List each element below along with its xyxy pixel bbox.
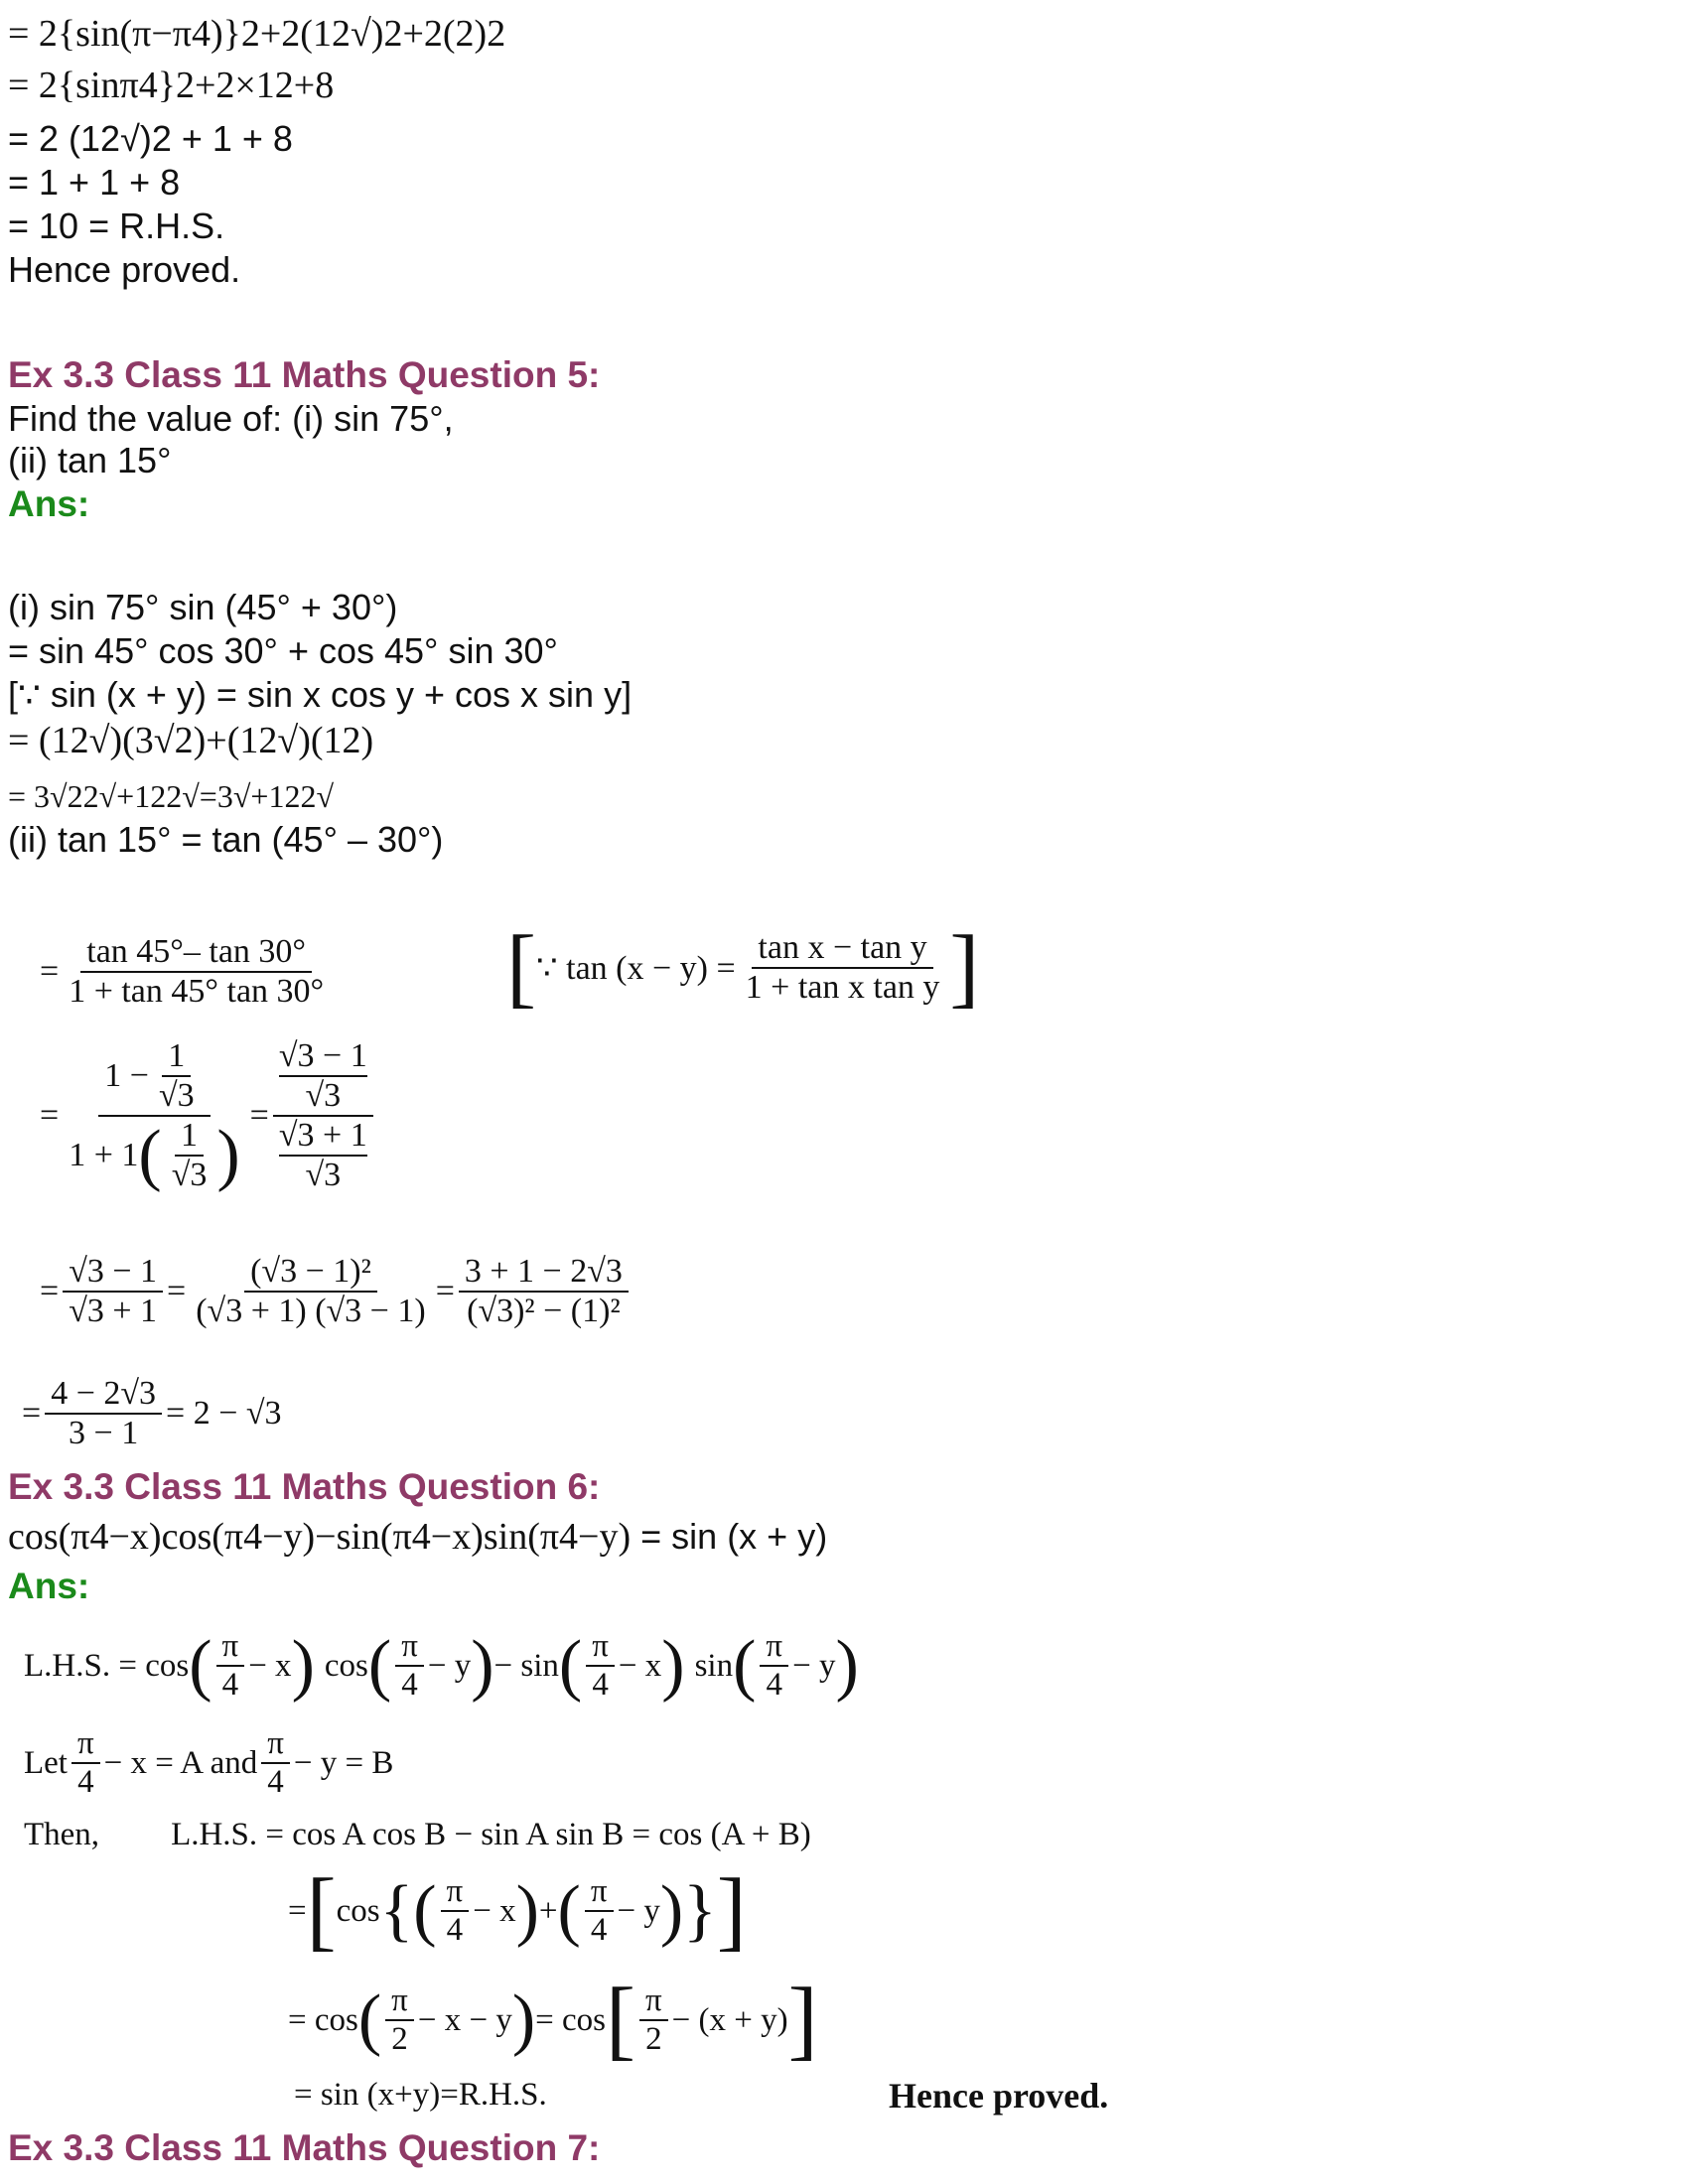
pi: π: [586, 1628, 615, 1667]
minus-y: − y: [617, 1892, 660, 1929]
q6-let-line: [24, 1725, 393, 1801]
let-end: − y = B: [293, 1744, 394, 1781]
fraction-b-numerator: (√3 − 1)²: [244, 1253, 377, 1293]
left-paren: (: [558, 1627, 583, 1704]
compound-denominator: [63, 1117, 245, 1194]
fraction-a: [63, 1253, 163, 1330]
question-5-prompt-line-1: Find the value of: (i) sin 75°,: [8, 398, 454, 439]
right-denominator: [273, 1117, 373, 1194]
q6-hence-proved: Hence proved.: [889, 2076, 1109, 2116]
pi: π: [441, 1873, 470, 1912]
minus-y: − y: [427, 1647, 472, 1684]
sin: sin: [694, 1647, 734, 1684]
minus-sin: − sin: [493, 1647, 559, 1684]
left-paren: (: [557, 1872, 581, 1949]
q6-cos-half-pi-line: [288, 1971, 818, 2069]
then-expression: L.H.S. = cos A cos B − sin A sin B = cos (A + B): [171, 1817, 811, 1852]
fraction-b: [190, 1253, 431, 1330]
pi-over-4: [760, 1628, 788, 1704]
equals-sign: =: [167, 1273, 187, 1309]
fraction-tan-difference: [63, 933, 330, 1011]
fraction-a-numerator: √3 − 1: [63, 1253, 163, 1293]
left-bracket: [: [506, 918, 536, 1017]
equation-tan15-step-2: [40, 1037, 377, 1194]
pi-over-4: [216, 1628, 245, 1704]
two: 2: [391, 2021, 408, 2057]
four: 4: [446, 1912, 464, 1948]
pi: π: [216, 1628, 245, 1667]
root3: √3: [305, 1077, 342, 1114]
four: 4: [592, 1667, 609, 1703]
denominator-root3: √3: [158, 1077, 195, 1114]
identity-denominator: 1 + tan x tan y: [745, 969, 940, 1006]
pi-over-4: [441, 1873, 470, 1949]
final-result: = sin (x+y)=R.H.S.: [294, 2077, 547, 2113]
compound-fraction-right: [273, 1037, 373, 1194]
compound-fraction: [63, 1037, 245, 1194]
identity-lhs: ∵ tan (x − y) =: [535, 950, 736, 987]
right-brace: )}: [659, 1872, 717, 1949]
fraction-numerator: tan 45°– tan 30°: [80, 933, 312, 973]
question-5-heading: Ex 3.3 Class 11 Maths Question 5:: [8, 354, 601, 395]
statement-rest: = sin (x + y): [631, 1516, 828, 1557]
plus-sign: +: [538, 1892, 558, 1929]
right-paren: ): [216, 1117, 240, 1193]
pi: π: [261, 1725, 290, 1764]
q6-lhs-expression: [24, 1628, 859, 1704]
identity-numerator: tan x − tan y: [752, 929, 932, 969]
root3-minus-1: √3 − 1: [279, 1037, 367, 1077]
four: 4: [77, 1764, 94, 1800]
continuation-line-5: = 10 = R.H.S.: [8, 205, 225, 246]
left-paren: (: [367, 1627, 392, 1704]
right-numerator: [273, 1037, 373, 1117]
four: 4: [401, 1667, 418, 1703]
right-bracket: ]: [716, 1861, 747, 1960]
q6-cos-sum-line: [288, 1861, 747, 1960]
right-paren: ): [471, 1627, 494, 1704]
equation-tan15-step-4: [22, 1375, 282, 1452]
lhs-label: L.H.S. = cos: [24, 1647, 190, 1684]
question-6-heading: Ex 3.3 Class 11 Maths Question 6:: [8, 1466, 601, 1507]
continuation-line-2: = 2{sinπ4}2+2×12+8: [8, 65, 335, 106]
cos: cos: [336, 1892, 380, 1929]
q5-solution-line-2: = sin 45° cos 30° + cos 45° sin 30°: [8, 630, 558, 671]
two: 2: [645, 2021, 662, 2057]
question-5-ans-label: Ans:: [8, 483, 90, 524]
one-over-root3: [153, 1037, 201, 1115]
pi: π: [760, 1628, 788, 1667]
pi-over-4: [586, 1628, 615, 1704]
fraction-a-denominator: √3 + 1: [69, 1293, 158, 1329]
root3-plus-1: √3 + 1: [279, 1117, 367, 1157]
q5-solution-line-3: [∵ sin (x + y) = sin x cos y + cos x sin y]: [8, 674, 633, 715]
equals-sign: =: [40, 1097, 60, 1134]
continuation-line-3: = 2 (12√)2 + 1 + 8: [8, 118, 293, 159]
question-6-ans-label: Ans:: [8, 1566, 90, 1606]
right-paren: ): [515, 1872, 539, 1949]
equals-sign: =: [22, 1395, 42, 1432]
left-bracket: [: [306, 1861, 337, 1960]
minus-x: − x: [618, 1647, 662, 1684]
equation-tan15-step-1: [40, 933, 334, 1011]
four: 4: [590, 1912, 608, 1948]
compound-numerator: [98, 1037, 210, 1117]
minus-y: − y: [792, 1647, 836, 1684]
minus-x-minus-y: − x − y: [417, 2001, 512, 2038]
right-paren: ): [661, 1627, 685, 1704]
pi-over-4: [71, 1725, 100, 1801]
one-minus: 1 −: [104, 1057, 149, 1094]
continuation-line-1: = 2{sin(π−π4)}2+2(12√)2+2(2)2: [8, 13, 506, 55]
pi-over-4: [585, 1873, 614, 1949]
fraction-final-numerator: 4 − 2√3: [45, 1375, 162, 1415]
left-brace: {(: [379, 1872, 437, 1949]
fraction-denominator: 1 + tan 45° tan 30°: [69, 973, 325, 1010]
minus-x: − x: [248, 1647, 292, 1684]
pi-over-4: [395, 1628, 424, 1704]
minus-x-plus-y: − (x + y): [671, 2001, 788, 2038]
equals-sign: =: [288, 1892, 307, 1929]
left-paren: (: [138, 1117, 162, 1193]
fraction-c: [459, 1253, 629, 1330]
pi: π: [71, 1725, 100, 1764]
four: 4: [766, 1667, 782, 1703]
equals-cos: = cos: [535, 2001, 606, 2038]
right-bracket: ]: [949, 918, 980, 1017]
equals-cos: = cos: [288, 2001, 358, 2038]
one-over-root3-paren: [166, 1117, 213, 1194]
identity-fraction: [740, 929, 946, 1007]
pi: π: [639, 1982, 668, 2021]
q5-solution-line-4: = (12√)(3√2)+(12√)(12): [8, 720, 374, 761]
equals-sign: =: [40, 953, 60, 990]
denominator-root3: √3: [171, 1157, 208, 1193]
four: 4: [267, 1764, 284, 1800]
fraction-c-numerator: 3 + 1 − 2√3: [459, 1253, 629, 1293]
continuation-line-4: = 1 + 1 + 8: [8, 162, 181, 203]
fraction-final: [45, 1375, 162, 1452]
right-paren: ): [511, 1981, 536, 2058]
right-paren: ): [291, 1627, 315, 1704]
q6-then-line: [24, 1817, 811, 1853]
right-paren: ): [835, 1627, 859, 1704]
left-paren: (: [189, 1627, 212, 1704]
question-5-prompt-line-2: (ii) tan 15°: [8, 440, 172, 480]
pi-over-4: [261, 1725, 290, 1801]
pi: π: [385, 1982, 414, 2021]
numerator-one: 1: [162, 1037, 191, 1077]
four: 4: [221, 1667, 239, 1703]
fraction-c-denominator: (√3)² − (1)²: [467, 1293, 621, 1329]
cos: cos: [324, 1647, 368, 1684]
numerator-one: 1: [175, 1117, 204, 1157]
equals-sign: =: [435, 1273, 455, 1309]
then: Then,: [24, 1817, 100, 1852]
identity-tan-difference: [506, 918, 980, 1017]
fraction-b-denominator: (√3 + 1) (√3 − 1): [196, 1293, 426, 1329]
minus-x: − x: [473, 1892, 516, 1929]
root3: √3: [305, 1157, 342, 1193]
equation-tan15-step-3: [40, 1253, 633, 1330]
q5-solution-line-5: = 3√22√+122√=3√+122√: [8, 778, 334, 814]
q5-solution-line-6: (ii) tan 15° = tan (45° – 30°): [8, 819, 444, 860]
pi: π: [395, 1628, 424, 1667]
continuation-line-6: Hence proved.: [8, 249, 241, 290]
left-bracket: [: [606, 1971, 635, 2069]
left-paren: (: [357, 1981, 382, 2058]
let-mid: − x = A and: [103, 1744, 258, 1781]
q5-solution-line-1: (i) sin 75° sin (45° + 30°): [8, 587, 398, 627]
pi-over-2: [639, 1982, 668, 2058]
fraction-final-denominator: 3 − 1: [69, 1415, 139, 1451]
question-7-heading: Ex 3.3 Class 11 Maths Question 7:: [8, 2127, 601, 2168]
let: Let: [24, 1744, 68, 1781]
statement-math: cos(π4−x)cos(π4−y)−sin(π4−x)sin(π4−y): [8, 1516, 632, 1558]
left-paren: (: [733, 1627, 757, 1704]
question-6-statement: [8, 1515, 827, 1559]
pi: π: [585, 1873, 614, 1912]
pi-over-2: [385, 1982, 414, 2058]
final-result: = 2 − √3: [166, 1395, 282, 1432]
q6-final-line: [294, 2077, 547, 2114]
right-bracket: ]: [787, 1971, 818, 2069]
equals-sign: =: [249, 1097, 269, 1134]
one-plus-one: 1 + 1: [69, 1137, 139, 1173]
equals-sign: =: [40, 1273, 60, 1309]
